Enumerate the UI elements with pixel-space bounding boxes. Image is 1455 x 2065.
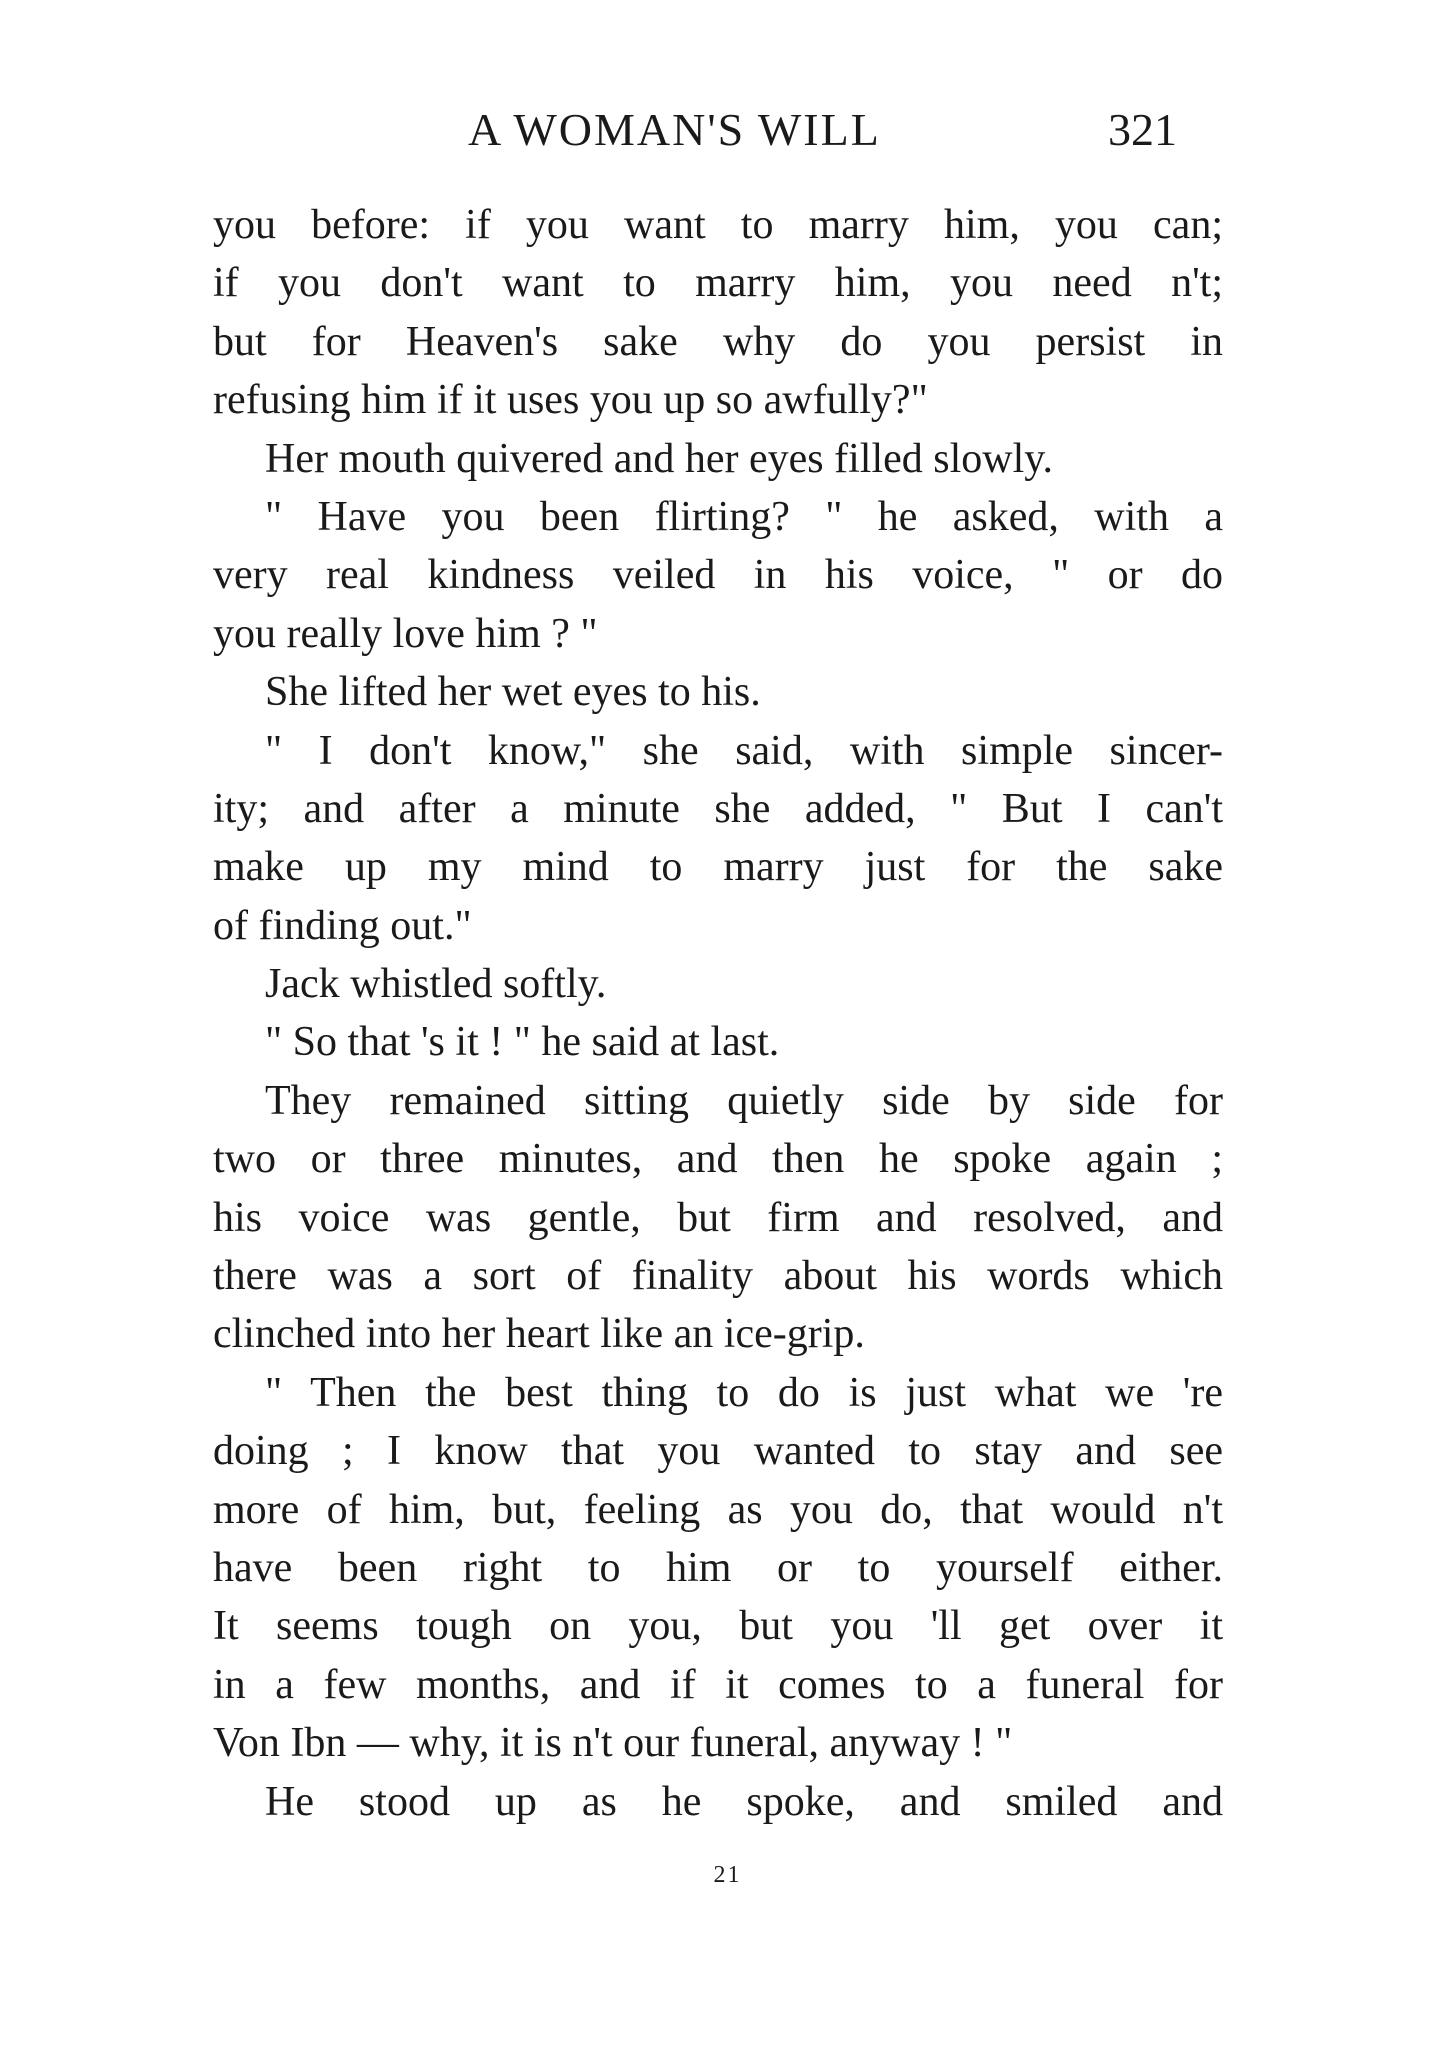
text-line: there was a sort of finality about his words which (213, 1253, 1223, 1300)
text-line: " Have you been flirting? " he asked, with a (265, 493, 1223, 540)
text-line: you really love him ? " (213, 610, 598, 657)
text-line: Jack whistled softly. (265, 961, 607, 1008)
page-number: 321 (1108, 104, 1177, 155)
text-line: more of him, but, feeling as you do, that would n't (213, 1486, 1223, 1533)
text-line: his voice was gentle, but firm and resolved, and (213, 1194, 1223, 1241)
body-text (213, 196, 1223, 1831)
text-line: refusing him if it uses you up so awfully?" (213, 377, 928, 424)
running-head-title: A WOMAN'S WILL (468, 104, 881, 155)
text-line: of finding out." (213, 902, 472, 949)
text-line: you before: if you want to marry him, you can; (213, 202, 1223, 248)
signature-mark: 21 (713, 1862, 742, 1888)
text-line: make up my mind to marry just for the sake (213, 844, 1223, 891)
running-head (0, 100, 1455, 160)
text-line: ity; and after a minute she added, " But I can't (213, 785, 1223, 832)
text-line: " Then the best thing to do is just what we 're (265, 1369, 1223, 1416)
text-line: They remained sitting quietly side by side for (265, 1077, 1223, 1124)
text-line: very real kindness veiled in his voice, " or do (213, 552, 1223, 599)
text-line: doing ; I know that you wanted to stay and see (213, 1428, 1223, 1475)
text-line: have been right to him or to yourself either. (213, 1544, 1223, 1591)
text-line: It seems tough on you, but you 'll get over it (213, 1603, 1223, 1650)
text-line: She lifted her wet eyes to his. (265, 669, 761, 716)
text-line: clinched into her heart like an ice-grip. (213, 1311, 865, 1358)
text-line: Her mouth quivered and her eyes filled slowly. (265, 435, 1054, 482)
text-line: He stood up as he spoke, and smiled and (265, 1778, 1223, 1825)
text-line: two or three minutes, and then he spoke again ; (213, 1136, 1223, 1183)
text-line: if you don't want to marry him, you need n't; (213, 260, 1223, 307)
text-line: Von Ibn — why, it is n't our funeral, anyway ! " (213, 1720, 1013, 1767)
text-line: in a few months, and if it comes to a funeral for (213, 1661, 1223, 1708)
text-line: but for Heaven's sake why do you persist in (213, 318, 1223, 365)
text-line: " So that 's it ! " he said at last. (265, 1019, 780, 1066)
text-line: " I don't know," she said, with simple sincer- (265, 727, 1223, 774)
